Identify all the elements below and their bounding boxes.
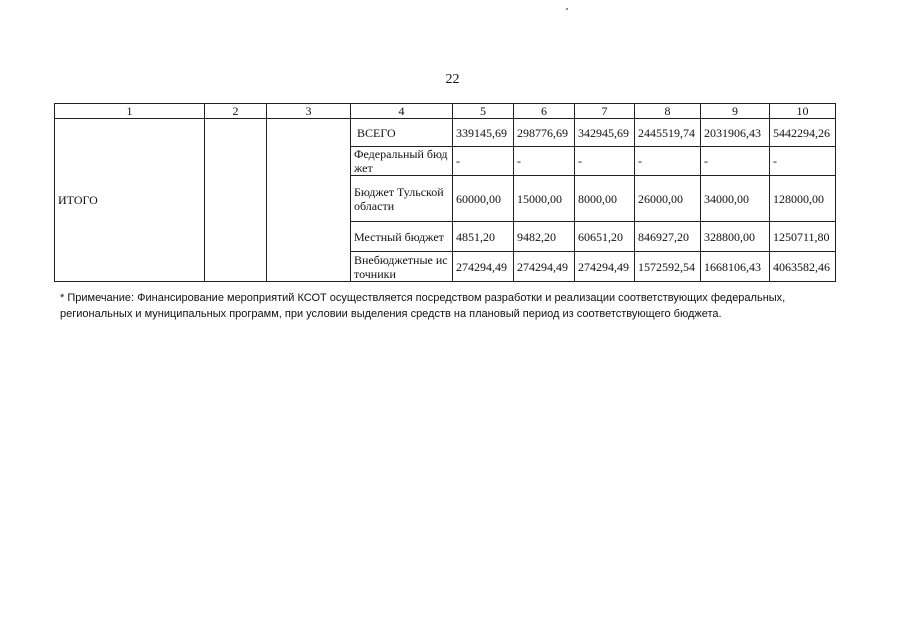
table-cell: 274294,49 bbox=[575, 252, 635, 282]
row-label: Федеральный бюджет bbox=[351, 147, 453, 176]
row-label: Местный бюджет bbox=[351, 222, 453, 252]
total-label: ИТОГО bbox=[55, 119, 205, 282]
budget-table bbox=[54, 103, 836, 282]
empty-cell bbox=[205, 119, 267, 282]
table-cell: 34000,00 bbox=[701, 176, 770, 222]
table-cell: 342945,69 bbox=[575, 119, 635, 147]
table-cell: 128000,00 bbox=[770, 176, 836, 222]
footnote: * Примечание: Финансирование мероприятий КСОТ осуществляется посредством разработки и реализации соответствующих федеральных, региональных и муниципальных программ, при условии выделения средств на плановый период из соответствующего бюджета. bbox=[60, 292, 786, 320]
table-row bbox=[55, 119, 836, 147]
table-cell: 274294,49 bbox=[453, 252, 514, 282]
table-header-row bbox=[55, 104, 836, 119]
table-cell: 5442294,26 bbox=[770, 119, 836, 147]
table-cell: 846927,20 bbox=[635, 222, 701, 252]
table-cell: 328800,00 bbox=[701, 222, 770, 252]
column-header: 9 bbox=[701, 104, 770, 119]
table-cell: 2031906,43 bbox=[701, 119, 770, 147]
column-header: 10 bbox=[770, 104, 836, 119]
column-header: 4 bbox=[351, 104, 453, 119]
row-label: Внебюджетные источники bbox=[351, 252, 453, 282]
table-cell: 60651,20 bbox=[575, 222, 635, 252]
empty-cell bbox=[267, 119, 351, 282]
table-cell: 1668106,43 bbox=[701, 252, 770, 282]
column-header: 5 bbox=[453, 104, 514, 119]
table-cell: 15000,00 bbox=[514, 176, 575, 222]
page-number: 22 bbox=[445, 72, 460, 87]
table-cell: 1250711,80 bbox=[770, 222, 836, 252]
table-cell: 2445519,74 bbox=[635, 119, 701, 147]
column-header: 8 bbox=[635, 104, 701, 119]
table-cell: - bbox=[701, 147, 770, 176]
table-cell: - bbox=[453, 147, 514, 176]
table-cell: 60000,00 bbox=[453, 176, 514, 222]
table-cell: 274294,49 bbox=[514, 252, 575, 282]
row-label: ВСЕГО bbox=[351, 119, 453, 147]
table-cell: - bbox=[770, 147, 836, 176]
table-cell: 26000,00 bbox=[635, 176, 701, 222]
column-header: 1 bbox=[55, 104, 205, 119]
column-header: 6 bbox=[514, 104, 575, 119]
row-label: Бюджет Тульской области bbox=[351, 176, 453, 222]
table-cell: - bbox=[514, 147, 575, 176]
table-cell: 298776,69 bbox=[514, 119, 575, 147]
column-header: 7 bbox=[575, 104, 635, 119]
table-cell: 4063582,46 bbox=[770, 252, 836, 282]
table-cell: - bbox=[635, 147, 701, 176]
table-cell: 4851,20 bbox=[453, 222, 514, 252]
table-cell: - bbox=[575, 147, 635, 176]
column-header: 3 bbox=[267, 104, 351, 119]
scan-speck bbox=[566, 8, 568, 10]
table-cell: 339145,69 bbox=[453, 119, 514, 147]
column-header: 2 bbox=[205, 104, 267, 119]
table-cell: 8000,00 bbox=[575, 176, 635, 222]
table-cell: 9482,20 bbox=[514, 222, 575, 252]
table-cell: 1572592,54 bbox=[635, 252, 701, 282]
